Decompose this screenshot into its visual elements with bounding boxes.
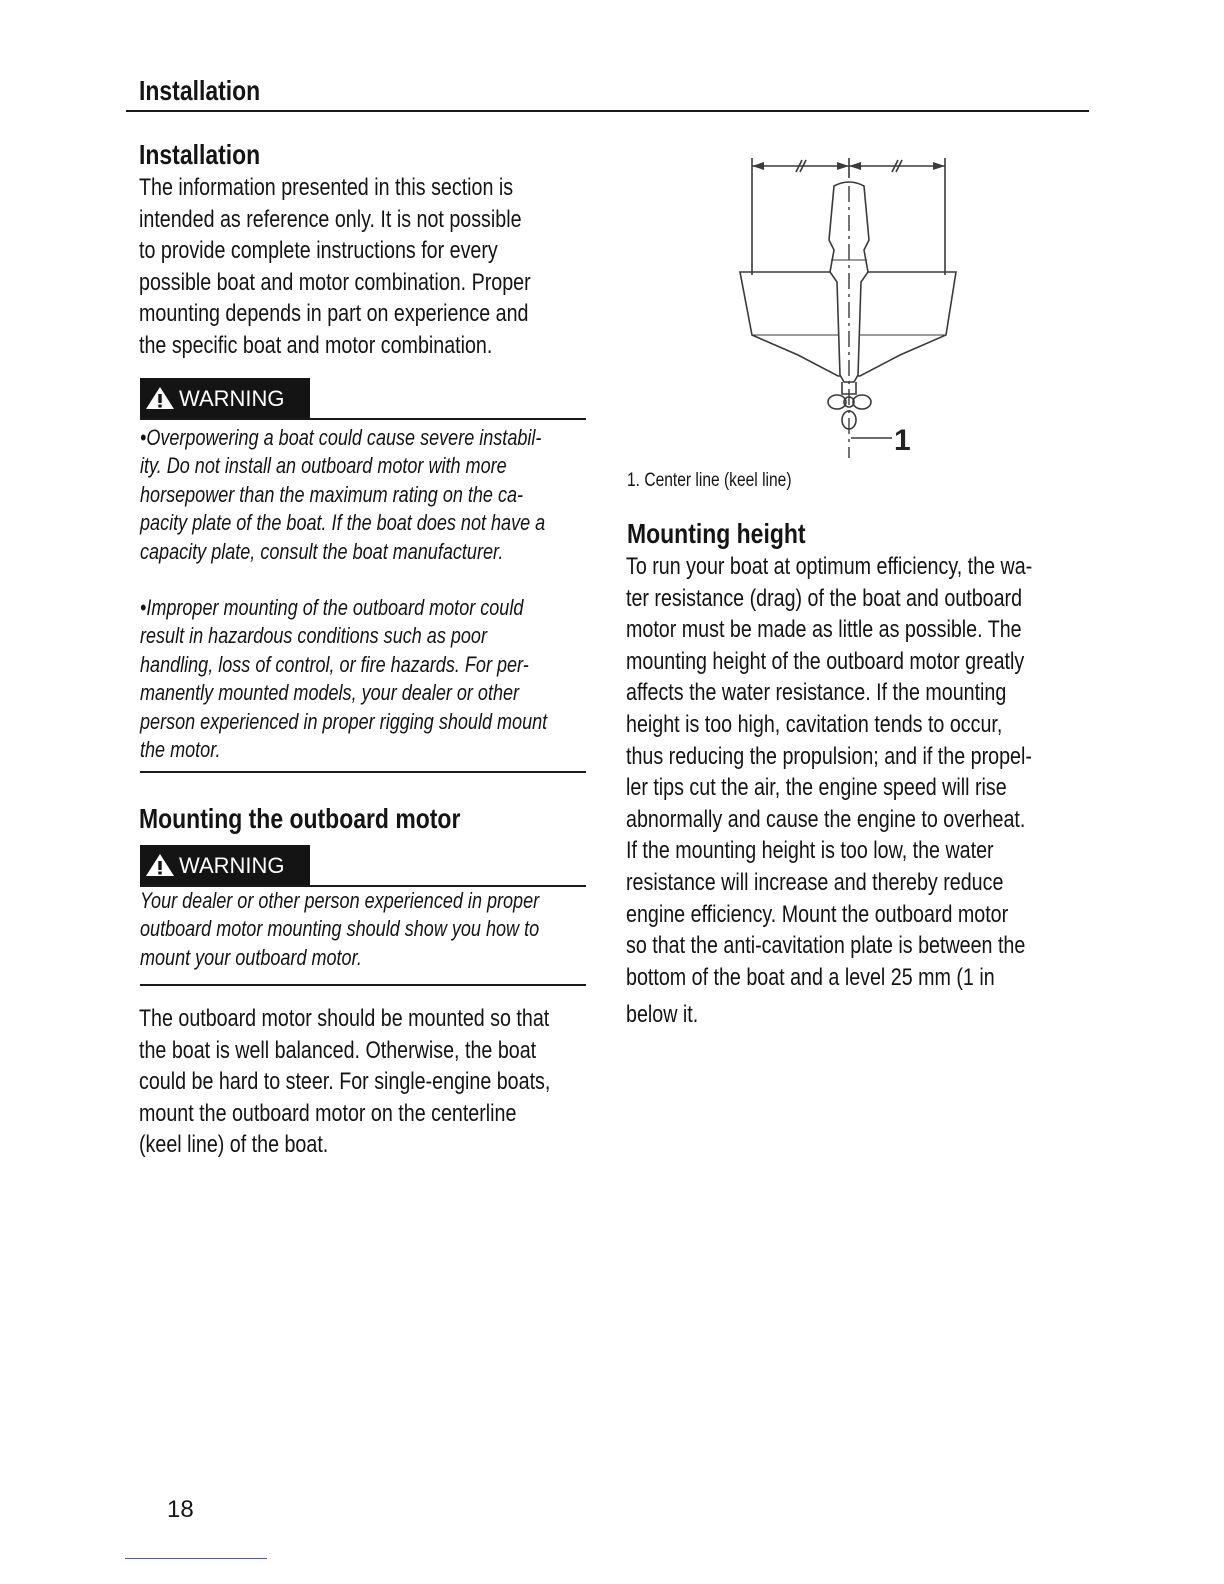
header-rule — [126, 110, 1089, 112]
warning-line: handling, loss of control, or fire hazards. For per- — [140, 651, 529, 677]
intro-line: the specific boat and motor combination. — [139, 331, 493, 359]
footer-link-underline — [125, 1558, 267, 1559]
intro-paragraph — [139, 172, 617, 362]
warning-line: •Improper mounting of the outboard motor could — [140, 595, 524, 620]
mounting-height-paragraph — [626, 551, 1121, 1031]
height-line: ter resistance (drag) of the boat and outboard — [626, 584, 1023, 612]
warning-badge — [140, 378, 310, 419]
warning-badge — [140, 845, 310, 886]
mounting-line: could be hard to steer. For single-engine boats, — [139, 1068, 551, 1096]
running-header: Installation — [139, 75, 261, 106]
warning-line: manently mounted models, your dealer or other — [140, 680, 520, 706]
height-line: motor must be made as little as possible. The — [626, 616, 1022, 644]
height-line: height is too high, cavitation tends to occur, — [626, 710, 1003, 738]
arrowhead — [849, 162, 861, 170]
keel-line-diagram — [730, 150, 970, 465]
intro-line: mounting depends in part on experience and — [139, 300, 529, 328]
warning-triangle-icon — [145, 853, 175, 877]
height-line: engine efficiency. Mount the outboard motor — [626, 900, 1009, 928]
height-line: below it. — [626, 1001, 699, 1029]
mounting-line: The outboard motor should be mounted so that — [139, 1005, 550, 1032]
warning-bullet-overpowering — [140, 424, 634, 566]
warning-label: WARNING — [179, 853, 285, 878]
warning-bottom-rule — [140, 771, 586, 773]
warning-line: person experienced in proper rigging should mount — [140, 708, 548, 734]
height-line: affects the water resistance. If the mounting — [626, 679, 1007, 707]
mounting-paragraph — [139, 1003, 641, 1161]
warning-triangle-icon — [145, 386, 175, 410]
intro-line: possible boat and motor combination. Proper — [139, 268, 531, 296]
intro-heading: Installation — [139, 139, 261, 170]
warning-line: result in hazardous conditions such as poor — [140, 623, 487, 649]
height-line: mounting height of the outboard motor greatly — [626, 647, 1025, 675]
warning-line: Your dealer or other person experienced in proper — [140, 888, 540, 913]
height-line: so that the anti-cavitation plate is between the — [626, 932, 1026, 960]
intro-line: The information presented in this section is — [139, 174, 514, 201]
warning-line: horsepower than the maximum rating on the ca- — [140, 481, 524, 507]
arrowhead — [837, 162, 849, 170]
height-line: resistance will increase and thereby reduce — [626, 868, 1004, 896]
mounting-heading: Mounting the outboard motor — [139, 803, 461, 834]
mounting-line: the boat is well balanced. Otherwise, the boat — [139, 1036, 537, 1064]
warning-line: capacity plate, consult the boat manufacturer. — [140, 538, 504, 564]
intro-line: intended as reference only. It is not possible — [139, 205, 522, 233]
height-line: To run your boat at optimum efficiency, the wa- — [626, 553, 1033, 580]
warning-line: the motor. — [140, 736, 221, 762]
height-line: ler tips cut the air, the engine speed will rise — [626, 774, 1007, 802]
warning-line: pacity plate of the boat. If the boat does not have a — [140, 510, 546, 536]
warning-line: ity. Do not install an outboard motor with more — [140, 453, 507, 479]
warning-line: •Overpowering a boat could cause severe instabil- — [140, 425, 542, 450]
intro-line: to provide complete instructions for every — [139, 237, 498, 265]
mounting-line: mount the outboard motor on the centerline — [139, 1099, 517, 1127]
height-line: abnormally and cause the engine to overheat. — [626, 805, 1026, 833]
height-line: bottom of the boat and a level 25 mm (1 in — [626, 963, 995, 991]
warning-top-rule — [140, 418, 586, 420]
warning-bottom-rule — [140, 984, 586, 986]
warning-dealer-text — [140, 887, 627, 972]
warning-line: mount your outboard motor. — [140, 944, 362, 970]
height-line: If the mounting height is too low, the water — [626, 837, 994, 865]
warning-line: outboard motor mounting should show you how to — [140, 916, 540, 942]
page-number: 18 — [167, 1496, 194, 1523]
arrowhead — [933, 162, 945, 170]
figure-caption: 1. Center line (keel line) — [627, 470, 792, 491]
arrowhead — [752, 162, 764, 170]
warning-bullet-improper-mounting — [140, 594, 637, 764]
callout-number: 1 — [894, 424, 911, 457]
height-line: thus reducing the propulsion; and if the propel- — [626, 742, 1032, 770]
warning-label: WARNING — [179, 386, 285, 411]
propeller-blade — [853, 395, 871, 409]
mounting-line: (keel line) of the boat. — [139, 1131, 329, 1159]
mounting-height-heading: Mounting height — [627, 518, 806, 549]
